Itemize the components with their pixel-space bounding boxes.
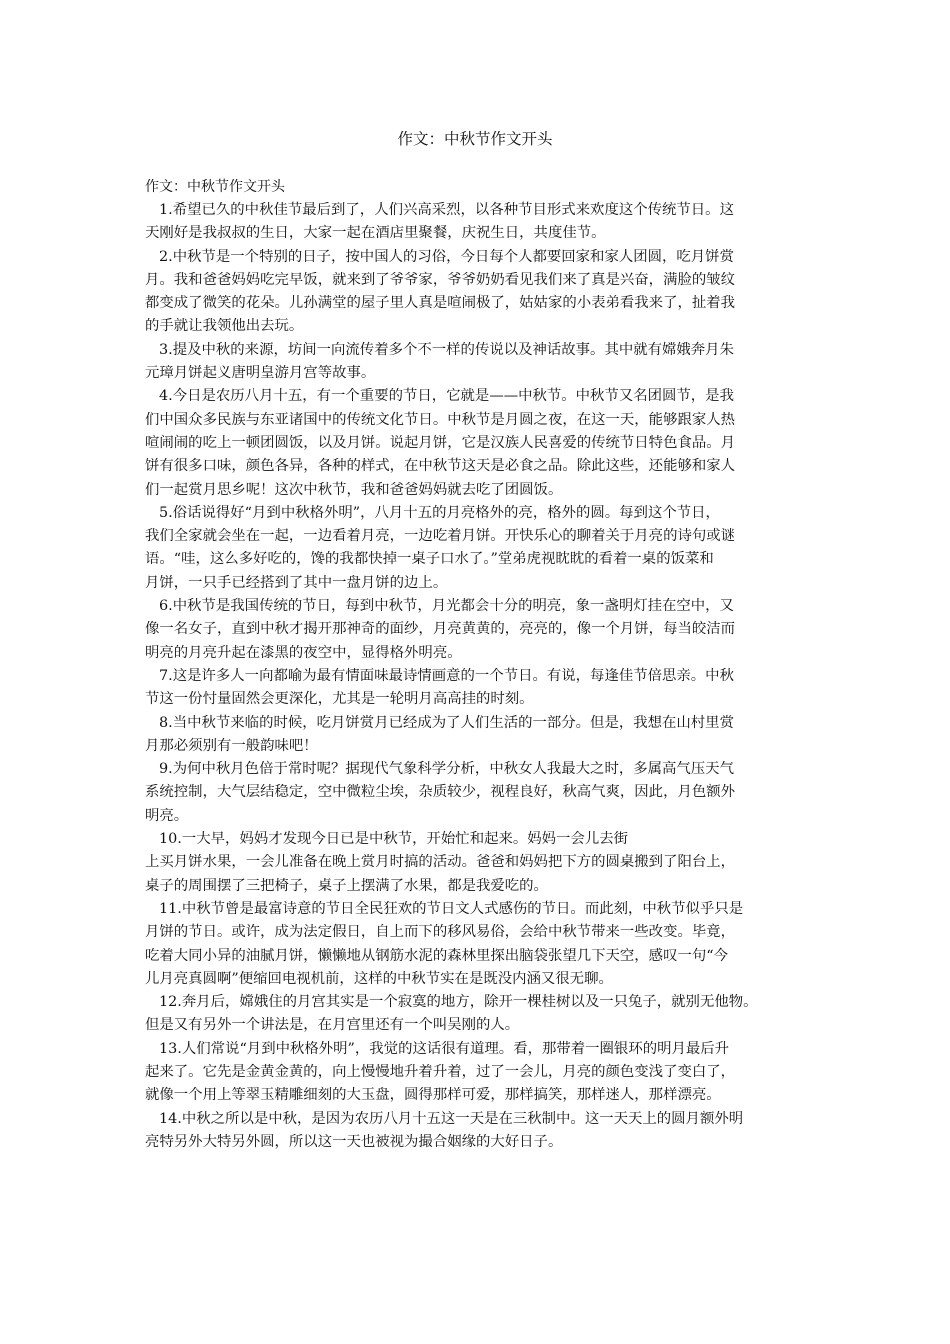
paragraph-line: 但是又有另外一个讲法是，在月宫里还有一个叫吴刚的人。 [145, 1017, 520, 1034]
paragraph-list [145, 199, 817, 1154]
paragraph-line: 明亮的月亮升起在漆黑的夜空中，显得格外明亮。 [145, 644, 462, 661]
paragraph-line: 像一名女子，直到中秋才揭开那神奇的面纱，月亮黄黄的，亮亮的，像一个月饼，每当皎洁而 [145, 621, 736, 638]
paragraph-line: 节这一份忖量固然会更深化，尤其是一轮明月高高挂的时刻。 [145, 691, 534, 708]
paragraph-line: 饼有很多口味，颜色各异，各种的样式，在中秋节这天是必食之品。除此这些，还能够和家人 [145, 458, 736, 475]
paragraph-line: 6.中秋节是我国传统的节日，每到中秋节，月光都会十分的明亮，象一盏明灯挂在空中，又 [159, 598, 734, 615]
document-title: 作文：中秋节作文开头 [397, 130, 553, 148]
paragraph [145, 991, 817, 1038]
paragraph-line: 就像一个用上等翠玉精雕细刻的大玉盘，圆得那样可爱，那样搞笑，那样迷人，那样漂亮。 [145, 1087, 721, 1104]
paragraph-line: 9.为何中秋月色倍于常时呢？据现代气象科学分析，中秋女人我最大之时，多属高气压天气 [159, 761, 734, 778]
paragraph [145, 758, 817, 828]
paragraph-line: 月。我和爸爸妈妈吃完早饭，就来到了爷爷家，爷爷奶奶看见我们来了真是兴奋，满脸的皱纹 [145, 271, 736, 288]
paragraph-line: 月饼的节日。或许，成为法定假日，自上而下的移风易俗，会给中秋节带来一些改变。毕竟， [145, 924, 736, 941]
paragraph-line: 的手就让我领他出去玩。 [145, 318, 304, 335]
paragraph-line: 月饼，一只手已经搭到了其中一盘月饼的边上。 [145, 574, 448, 591]
paragraph [145, 1108, 817, 1155]
paragraph-line: 们一起赏月思乡呢！这次中秋节，我和爸爸妈妈就去吃了团圆饭。 [145, 481, 563, 498]
paragraph [145, 246, 817, 339]
paragraph-line: 12.奔月后，嫦娥住的月宫其实是一个寂寞的地方，除开一棵桂树以及一只兔子，就别无他物。 [159, 994, 758, 1011]
paragraph-line: 桌子的周围摆了三把椅子，桌子上摆满了水果，都是我爱吃的。 [145, 877, 548, 894]
paragraph-line: 明亮。 [145, 807, 189, 824]
paragraph-line: 月那必须别有一般韵味吧！ [145, 737, 318, 754]
paragraph [145, 712, 817, 759]
paragraph-line: 2.中秋节是一个特别的日子，按中国人的习俗，今日每个人都要回家和家人团圆，吃月饼赏 [159, 248, 734, 265]
paragraph-line: 语。“哇，这么多好吃的，馋的我都快掉一桌子口水了。”堂弟虎视眈眈的看着一桌的饭菜和 [145, 551, 714, 568]
paragraph-line: 系统控制，大气层结稳定，空中微粒尘埃，杂质较少，视程良好，秋高气爽，因此，月色额外 [145, 784, 736, 801]
paragraph [145, 199, 817, 246]
paragraph-line: 14.中秋之所以是中秋，是因为农历八月十五这一天是在三秋制中。这一天天上的圆月额外明 [159, 1110, 744, 1127]
paragraph-line: 5.俗话说得好“月到中秋格外明”，八月十五的月亮格外的亮，格外的圆。每到这个节日， [159, 504, 720, 521]
paragraph-line: 天刚好是我叔叔的生日，大家一起在酒店里聚餐，庆祝生日，共度佳节。 [145, 225, 606, 242]
paragraph-line: 元璋月饼起义唐明皇游月宫等故事。 [145, 365, 376, 382]
paragraph-line: 10.一大早，妈妈才发现今日已是中秋节，开始忙和起来。妈妈一会儿去街 [159, 831, 628, 848]
paragraph [145, 1038, 817, 1108]
paragraph [145, 502, 817, 595]
paragraph-line: 13.人们常说“月到中秋格外明”，我觉的这话很有道理。看，那带着一圈银环的明月最后升 [159, 1040, 730, 1057]
paragraph-line: 亮特另外大特另外圆，所以这一天也被视为撮合姻缘的大好日子。 [145, 1133, 563, 1150]
paragraph-line: 喧闹闹的吃上一顿团圆饭，以及月饼。说起月饼，它是汉族人民喜爱的传统节日特色食品。月 [145, 434, 736, 451]
document-subtitle: 作文：中秋节作文开头 [145, 179, 285, 195]
paragraph [145, 385, 817, 501]
paragraph-line: 我们全家就会坐在一起，一边看着月亮，一边吃着月饼。开快乐心的聊着关于月亮的诗句或谜 [145, 528, 736, 545]
paragraph-line: 们中国众多民族与东亚诸国中的传统文化节日。中秋节是月圆之夜，在这一天，能够跟家人热 [145, 411, 736, 428]
paragraph [145, 595, 817, 665]
paragraph-line: 7.这是许多人一向都喻为最有情面味最诗情画意的一个节日。有说，每逢佳节倍思亲。中秋 [159, 667, 734, 684]
paragraph-line: 1.希望已久的中秋佳节最后到了，人们兴高采烈，以各种节目形式来欢度这个传统节日。这 [159, 202, 734, 218]
paragraph-line: 起来了。它先是金黄金黄的，向上慢慢地升着升着，过了一会儿，月亮的颜色变浅了变白了， [145, 1063, 736, 1080]
paragraph-line: 上买月饼水果，一会儿准备在晚上赏月时搞的活动。爸爸和妈妈把下方的圆桌搬到了阳台上， [145, 854, 736, 871]
paragraph-line: 都变成了微笑的花朵。儿孙满堂的屋子里人真是喧闹极了，姑姑家的小表弟看我来了，扯着我 [145, 295, 736, 312]
paragraph-line: 11.中秋节曾是最富诗意的节日全民狂欢的节日文人式感伤的节日。而此刻，中秋节似乎只是 [159, 900, 744, 917]
paragraph-line: 儿月亮真圆啊”便缩回电视机前，这样的中秋节实在是既没内涵又很无聊。 [145, 970, 613, 987]
paragraph [145, 665, 817, 712]
paragraph-line: 8.当中秋节来临的时候，吃月饼赏月已经成为了人们生活的一部分。但是，我想在山村里赏 [159, 714, 734, 731]
paragraph-line: 吃着大同小异的油腻月饼，懒懒地从钢筋水泥的森林里探出脑袋张望几下天空，感叹一句“今 [145, 947, 728, 964]
document-body [145, 176, 817, 1154]
paragraph [145, 898, 817, 991]
paragraph-line: 3.提及中秋的来源，坊间一向流传着多个不一样的传说以及神话故事。其中就有嫦娥奔月朱 [159, 341, 734, 358]
paragraph [145, 339, 817, 386]
paragraph-line: 4.今日是农历八月十五，有一个重要的节日，它就是——中秋节。中秋节又名团圆节，是我 [159, 388, 734, 405]
paragraph [145, 828, 817, 898]
